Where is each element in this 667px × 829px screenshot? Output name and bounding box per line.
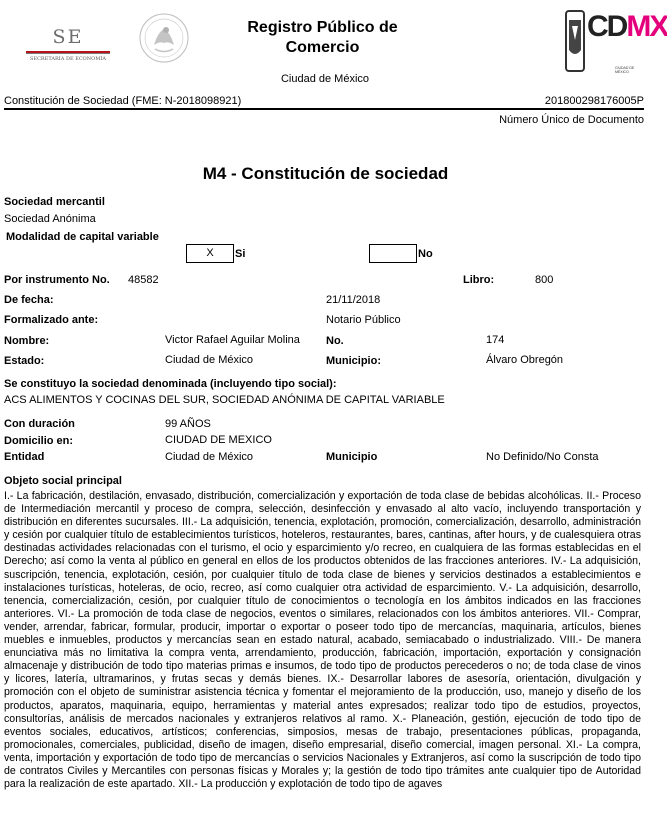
sociedad-value: Sociedad Anónima	[4, 213, 96, 225]
mexico-seal-icon	[138, 12, 190, 64]
cdmx-logo: CDMX CIUDAD DE MÉXICO	[565, 8, 643, 74]
notario-no-value: 174	[486, 334, 505, 346]
formalizado-label: Formalizado ante:	[4, 314, 99, 326]
capital-variable-si-checkbox[interactable]: X	[186, 244, 234, 263]
nombre-label: Nombre:	[4, 335, 50, 347]
duracion-value: 99 AÑOS	[165, 418, 211, 430]
instrumento-value: 48582	[128, 274, 159, 286]
modalidad-label: Modalidad de capital variable	[6, 231, 159, 243]
cdmx-logo-subtitle: CIUDAD DE MÉXICO	[615, 66, 635, 74]
nombre-value: Victor Rafael Aguilar Molina	[165, 334, 300, 346]
entidad-value: Ciudad de México	[165, 451, 254, 463]
se-logo	[22, 24, 114, 62]
objeto-label: Objeto social principal	[4, 475, 122, 487]
denominacion-label: Se constituyo la sociedad denominada (incluyendo tipo social):	[4, 378, 337, 390]
libro-label: Libro:	[463, 274, 495, 286]
document-type: Constitución de Sociedad (FME: N-2018098921)	[4, 95, 242, 107]
fecha-label: De fecha:	[4, 294, 54, 306]
formalizado-value: Notario Público	[326, 314, 401, 326]
fecha-value: 21/11/2018	[326, 294, 381, 306]
estado-label: Estado:	[4, 355, 45, 367]
notario-no-label: No.	[326, 335, 344, 347]
entidad-municipio-value: No Definido/No Consta	[486, 451, 599, 463]
duracion-label: Con duración	[4, 418, 75, 430]
capital-variable-no-checkbox[interactable]	[369, 244, 417, 263]
no-label: No	[418, 248, 433, 260]
domicilio-label: Domicilio en:	[4, 435, 74, 447]
section-title: M4 - Constitución de sociedad	[202, 164, 449, 183]
entidad-label: Entidad	[4, 451, 45, 463]
document-number: 201800298176005P	[544, 95, 644, 107]
instrumento-label: Por instrumento No.	[4, 274, 110, 286]
document-number-caption: Número Único de Documento	[499, 114, 644, 126]
denominacion-value: ACS ALIMENTOS Y COCINAS DEL SUR, SOCIEDAD ANÓNIMA DE CAPITAL VARIABLE	[4, 394, 445, 406]
municipio-value: Álvaro Obregón	[486, 354, 564, 366]
sociedad-label: Sociedad mercantil	[4, 196, 105, 208]
objeto-text: I.- La fabricación, destilación, envasado, distribución, comercialización y exportación de toda clase de bebidas alcohólicas. II.- Proceso de Intermediación mercantil y proceso de compra, selección, desinfección y envasado al alto vacío, incluyendo transportación y distribución en diferentes sucursales. III.- La adquisición, tenencia, explotación, promoción, comercialización, desarrollo, administración y cesión por cualquier título de establecimientos turísticos, hoteleros, restaurantes, bares, cantinas, after hours, y de cualesquiera otras destinadas actividades relacionadas con el turismo, el ocio y esparcimiento y/o recreo, en cualquiera de las formas establecidas en el Derecho; así como la venta al público en general en ellos de los productos obtenidos de las fracciones anteriores. IV.- La adquisición, suscripción, tenencia, explotación, cesión, por cualquier título de toda clase de bienes y servicios destinados a establecimientos e instalaciones turísticas, hoteleras, de ocio, recreo, así como cualquier otra actividad de esparcimiento. V.- La adquisición, desarrollo, tenencia, comercialización, cesión, por cualquier título de conocimientos o tecnología en los ámbitos indicados en las fracciones anteriores. VI.- La promoción de toda clase de negocios, eventos o similares, relacionados con los ámbitos anteriores. VII.- Comprar, vender, arrendar, fabricar, formular, producir, importar o exportar o poseer todo tipo de mercancías, maquinaria, artículos, bienes muebles e inmuebles, productos y mercancías sean en estado natural, acabado, semiacabado o industrializado. VIII.- De manera enunciativa más no limitativa la compra venta, arrendamiento, producción, fabricación, importación, exportación y consignación almacenaje y distribución de todo tipo materias primas e insumos, de todo tipo de productos perecederos o no; de toda clase de vinos y licores, latería, ultramarinos, y frutas secas y demás bienes. IX.- Desarrollar labores de asesoría, orientación, divulgación y promoción con el objeto de suministrar asistencia técnica y fomentar el mejoramiento de la producción, uso, manejo y diseño de los productos, aparatos, maquinaria, equipo, herramientas y material antes expresados; realizar todo tipo de estudios, proyectos, consultorías, análisis de mercados nacionales y extranjeros relativos al ramo. X.- Planeación, gestión, ejecución de todo tipo de eventos sociales, educativos, artísticos; conferencias, simposios, mesas de trabajo, presentaciones públicas, propaganda, promocionales, comerciales, publicidad, diseño de imagen, diseño empresarial, diseño comercial, imagen personal. XI.- La compra, venta, importación y exportación de todo tipo de mercancías o servicios Nacionales y Extranjeros, así como la suscripción de todo tipo de contratos Civiles y Mercantiles con personas físicas y Morales y; la gestión de todo tipo trámites ante cualquier tipo de Autoridad para la realización de este apartado. XII.- La producción y explotación de todo tipo de agaves	[4, 490, 641, 791]
si-label: Si	[235, 248, 246, 260]
se-logo-subtitle: SECRETARÍA DE ECONOMÍA	[30, 56, 106, 62]
estado-value: Ciudad de México	[165, 354, 254, 366]
municipio-label: Municipio:	[326, 355, 381, 367]
entidad-municipio-label: Municipio	[326, 451, 378, 463]
se-logo-gray-line	[26, 53, 110, 54]
libro-value: 800	[535, 274, 554, 286]
cdmx-emblem-icon	[565, 10, 585, 72]
city-caption: Ciudad de México	[280, 73, 370, 85]
document-title: Registro Público de Comercio	[247, 19, 398, 56]
divider	[4, 108, 644, 110]
domicilio-value: CIUDAD DE MEXICO	[165, 434, 272, 446]
se-logo-mark: SE	[52, 26, 84, 48]
